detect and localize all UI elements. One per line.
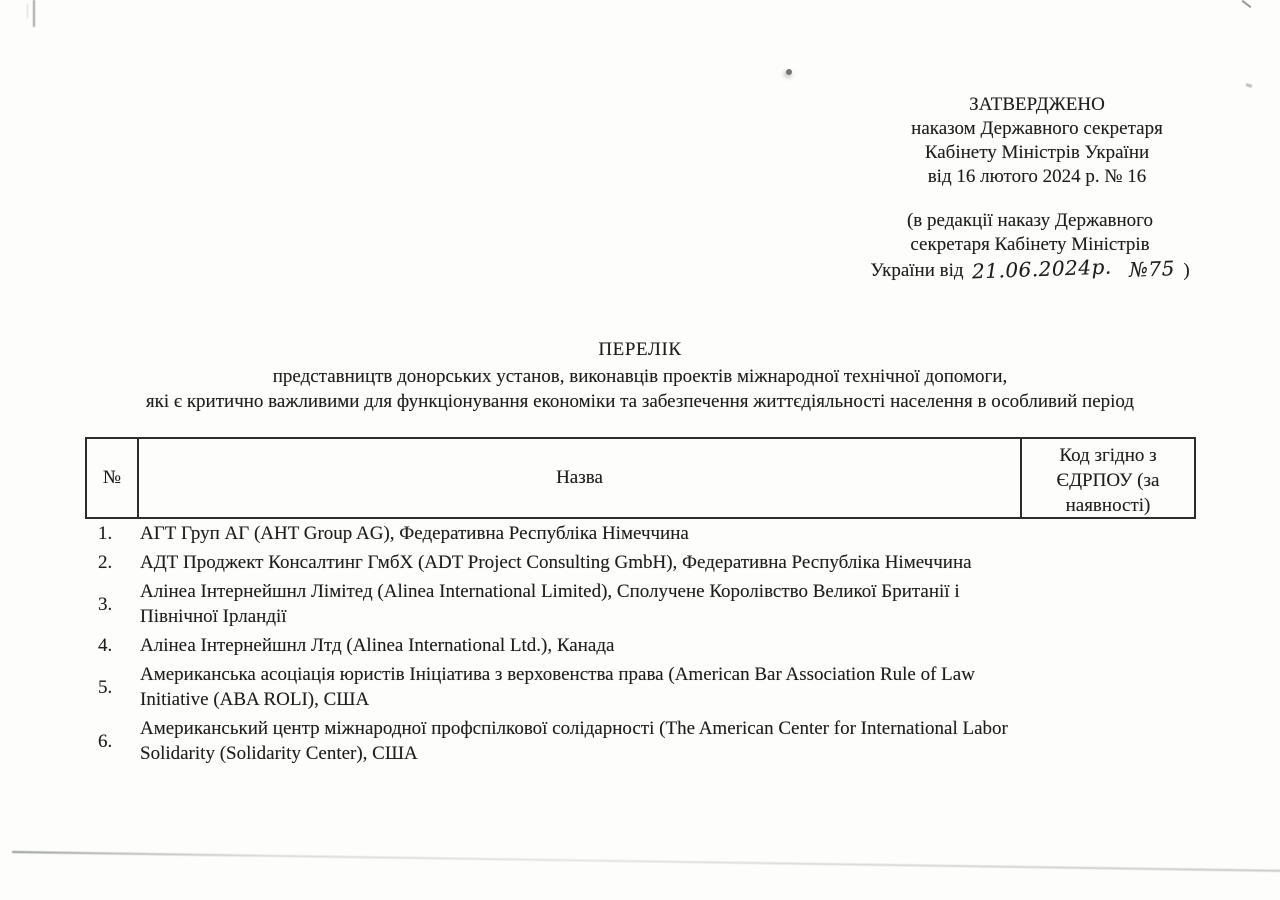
row-organization-name: Американський центр міжнародної профспілкової солідарності (The American Center for International Labor Solidarity (Solidarity Center), США [140,718,1008,764]
revision-block [870,209,1190,283]
table-row [85,550,1196,575]
table-row [85,521,1196,546]
approval-stamp-label: ЗАТВЕРДЖЕНО [969,94,1105,115]
table-header-name: Назва [139,439,1022,517]
row-organization-name: Алінеа Інтернейшнл Лімітед (Alinea International Limited), Сполучене Королівство Великої Британії і Північної Ірландії [140,581,960,627]
row-number: 2. [98,552,113,573]
handwritten-date: 21.06.2024р. [971,254,1113,284]
row-number: 6. [98,730,113,752]
document-subtitle-line-2: які є критично важливими для функціонування економіки та забезпечення життєдіяльності населення в особливий період [145,391,1135,412]
row-number: 5. [98,676,113,698]
row-number: 1. [98,523,113,544]
approval-order-line-3: від 16 лютого 2024 р. № 16 [927,166,1147,187]
document-subtitle-line-1: представництв донорських установ, виконавців проектів міжнародної технічної допомоги, [272,366,1008,387]
row-organization-name: Алінеа Інтернейшнл Лтд (Alinea International Ltd.), Канада [140,635,615,656]
revision-line-3 [870,254,1190,284]
table-row [85,633,1196,658]
row-organization-name: АДТ Проджект Консалтинг ГмбХ (ADT Project Consulting GmbH), Федеративна Республіка Німеччина [140,552,972,573]
approval-order-line-1: наказом Державного секретаря [911,118,1163,139]
row-number: 4. [98,635,113,656]
scan-artifact-bottom-crease [12,851,1280,872]
revision-line-3-prefix: України від [870,260,964,281]
table-header [85,437,1196,519]
revision-line-3-suffix: ) [1183,260,1190,281]
table-row [85,579,1196,629]
handwritten-order-number: №75 [1128,256,1175,282]
table-row [85,662,1196,712]
revision-line-1: (в редакції наказу Державного [906,210,1154,231]
revision-line-2: секретаря Кабінету Міністрів [910,234,1150,255]
scan-artifact-top-left-line [33,0,35,27]
table-header-number: № [87,439,139,517]
organization-list [85,521,1196,770]
title-block [0,337,1280,414]
document-title: ПЕРЕЛІК [598,339,682,360]
row-organization-name: Американська асоціація юристів Ініціатива з верховенства права (American Bar Association Rule of Law Initiative (ABA ROLI), США [140,664,975,710]
scan-artifact-top-right-dash [1242,0,1252,8]
scan-artifact-center-speck [786,69,792,75]
approval-block [888,93,1186,189]
scan-artifact-top-left-smudge [27,4,28,18]
table-row [85,716,1196,766]
row-number: 3. [98,593,113,615]
approval-order-line-2: Кабінету Міністрів України [924,142,1150,163]
row-organization-name: АГТ Груп АГ (AHT Group AG), Федеративна Республіка Німеччина [140,523,689,544]
table-header-edrpou-code: Код згідно з ЄДРПОУ (за наявності) [1056,445,1160,516]
scan-artifact-right-speck [1246,83,1253,88]
